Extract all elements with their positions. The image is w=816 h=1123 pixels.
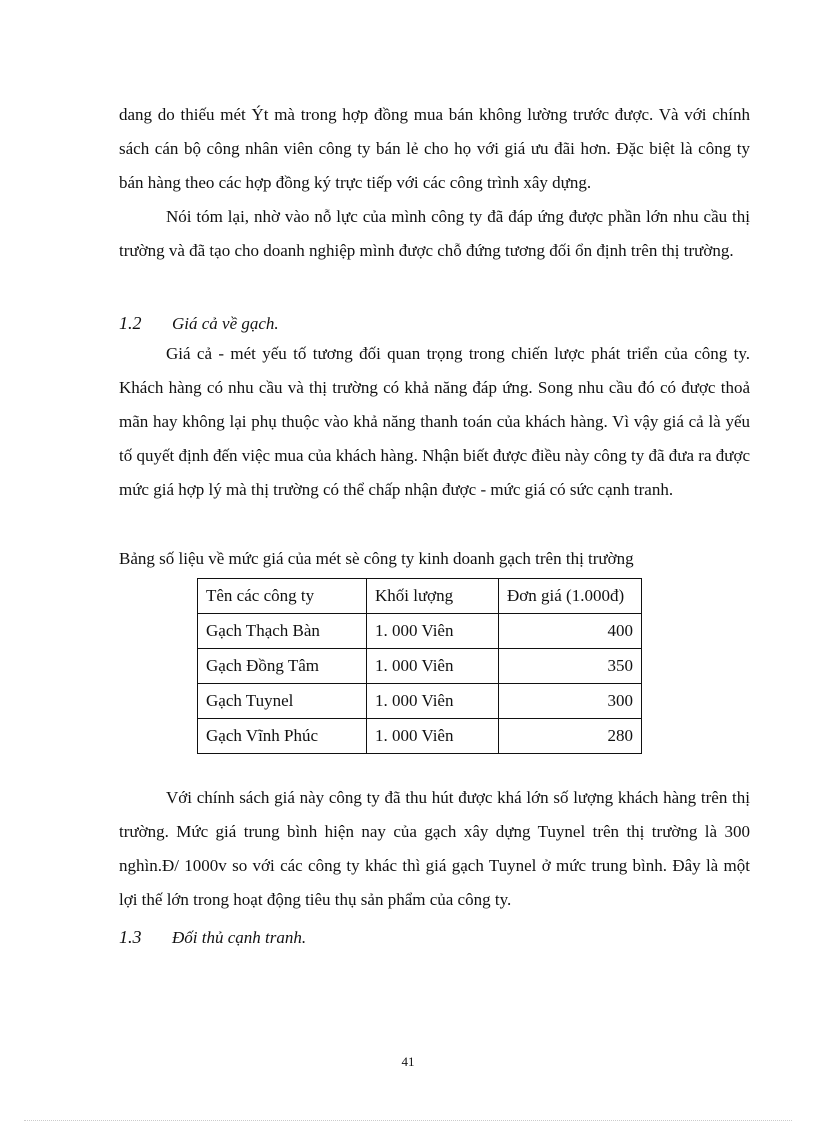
table-caption: Bảng số liệu về mức giá của mét sè công ty kinh doanh gạch trên thị trường [119, 549, 634, 568]
section-heading-1-2 [119, 313, 279, 334]
section-number: 1.3 [119, 927, 142, 947]
cell-price: 350 [499, 649, 642, 684]
page-number: 41 [401, 1054, 415, 1069]
cell-company: Gạch Đồng Tâm [198, 649, 367, 684]
section-heading-1-3 [119, 927, 306, 948]
header-company: Tên các công ty [198, 579, 367, 614]
cell-price: 300 [499, 684, 642, 719]
cell-quantity: 1. 000 Viên [367, 684, 499, 719]
page-bottom-divider [24, 1120, 792, 1121]
table-header-row [198, 579, 642, 614]
section-number: 1.2 [119, 313, 142, 333]
table-row [198, 684, 642, 719]
paragraph-price-policy: Với chính sách giá này công ty đã thu hút được khá lớn số lượng khách hàng trên thị trường. Mức giá trung bình hiện nay của gạch xây dựng Tuynel trên thị trường là 300 nghìn.Đ/ 1000v so với các công ty khác thì giá gạch Tuynel ở mức trung bình. Đây là một lợi thế lớn trong hoạt động tiêu thụ sản phẩm của công ty. [119, 788, 750, 909]
paragraph-pricing: Giá cả - mét yếu tố tương đối quan trọng trong chiến lược phát triển của công ty. Khách hàng có nhu cầu và thị trường có khả năng đáp ứng. Song nhu cầu đó có được thoả mãn hay không lại phụ thuộc vào khả năng thanh toán của khách hàng. Vì vậy giá cả là yếu tố quyết định đến việc mua của khách hàng. Nhận biết được điều này công ty đã đưa ra được mức giá hợp lý mà thị trường có thể chấp nhận được - mức giá có sức cạnh tranh. [119, 344, 750, 499]
cell-price: 400 [499, 614, 642, 649]
cell-price: 280 [499, 719, 642, 754]
cell-company: Gạch Thạch Bàn [198, 614, 367, 649]
cell-company: Gạch Tuynel [198, 684, 367, 719]
cell-quantity: 1. 000 Viên [367, 649, 499, 684]
cell-quantity: 1. 000 Viên [367, 614, 499, 649]
paragraph-supply-contracts: dang do thiếu mét Ýt mà trong hợp đồng mua bán không lường trước được. Và với chính sách cán bộ công nhân viên công ty bán lẻ cho họ với giá ưu đãi hơn. Đặc biệt là công ty bán hàng theo các hợp đồng ký trực tiếp với các công trình xây dựng. [119, 105, 750, 192]
price-table [197, 578, 642, 754]
section-title: Đối thủ cạnh tranh. [172, 928, 307, 947]
cell-quantity: 1. 000 Viên [367, 719, 499, 754]
header-quantity: Khối lượng [367, 579, 499, 614]
table-row [198, 719, 642, 754]
table-row [198, 614, 642, 649]
paragraph-summary: Nói tóm lại, nhờ vào nỗ lực của mình công ty đã đáp ứng được phần lớn nhu cầu thị trường và đã tạo cho doanh nghiệp mình được chỗ đứng tương đối ổn định trên thị trường. [119, 207, 750, 260]
table-row [198, 649, 642, 684]
section-title: Giá cả về gạch. [172, 314, 279, 333]
cell-company: Gạch Vĩnh Phúc [198, 719, 367, 754]
header-unit-price: Đơn giá (1.000đ) [499, 579, 642, 614]
